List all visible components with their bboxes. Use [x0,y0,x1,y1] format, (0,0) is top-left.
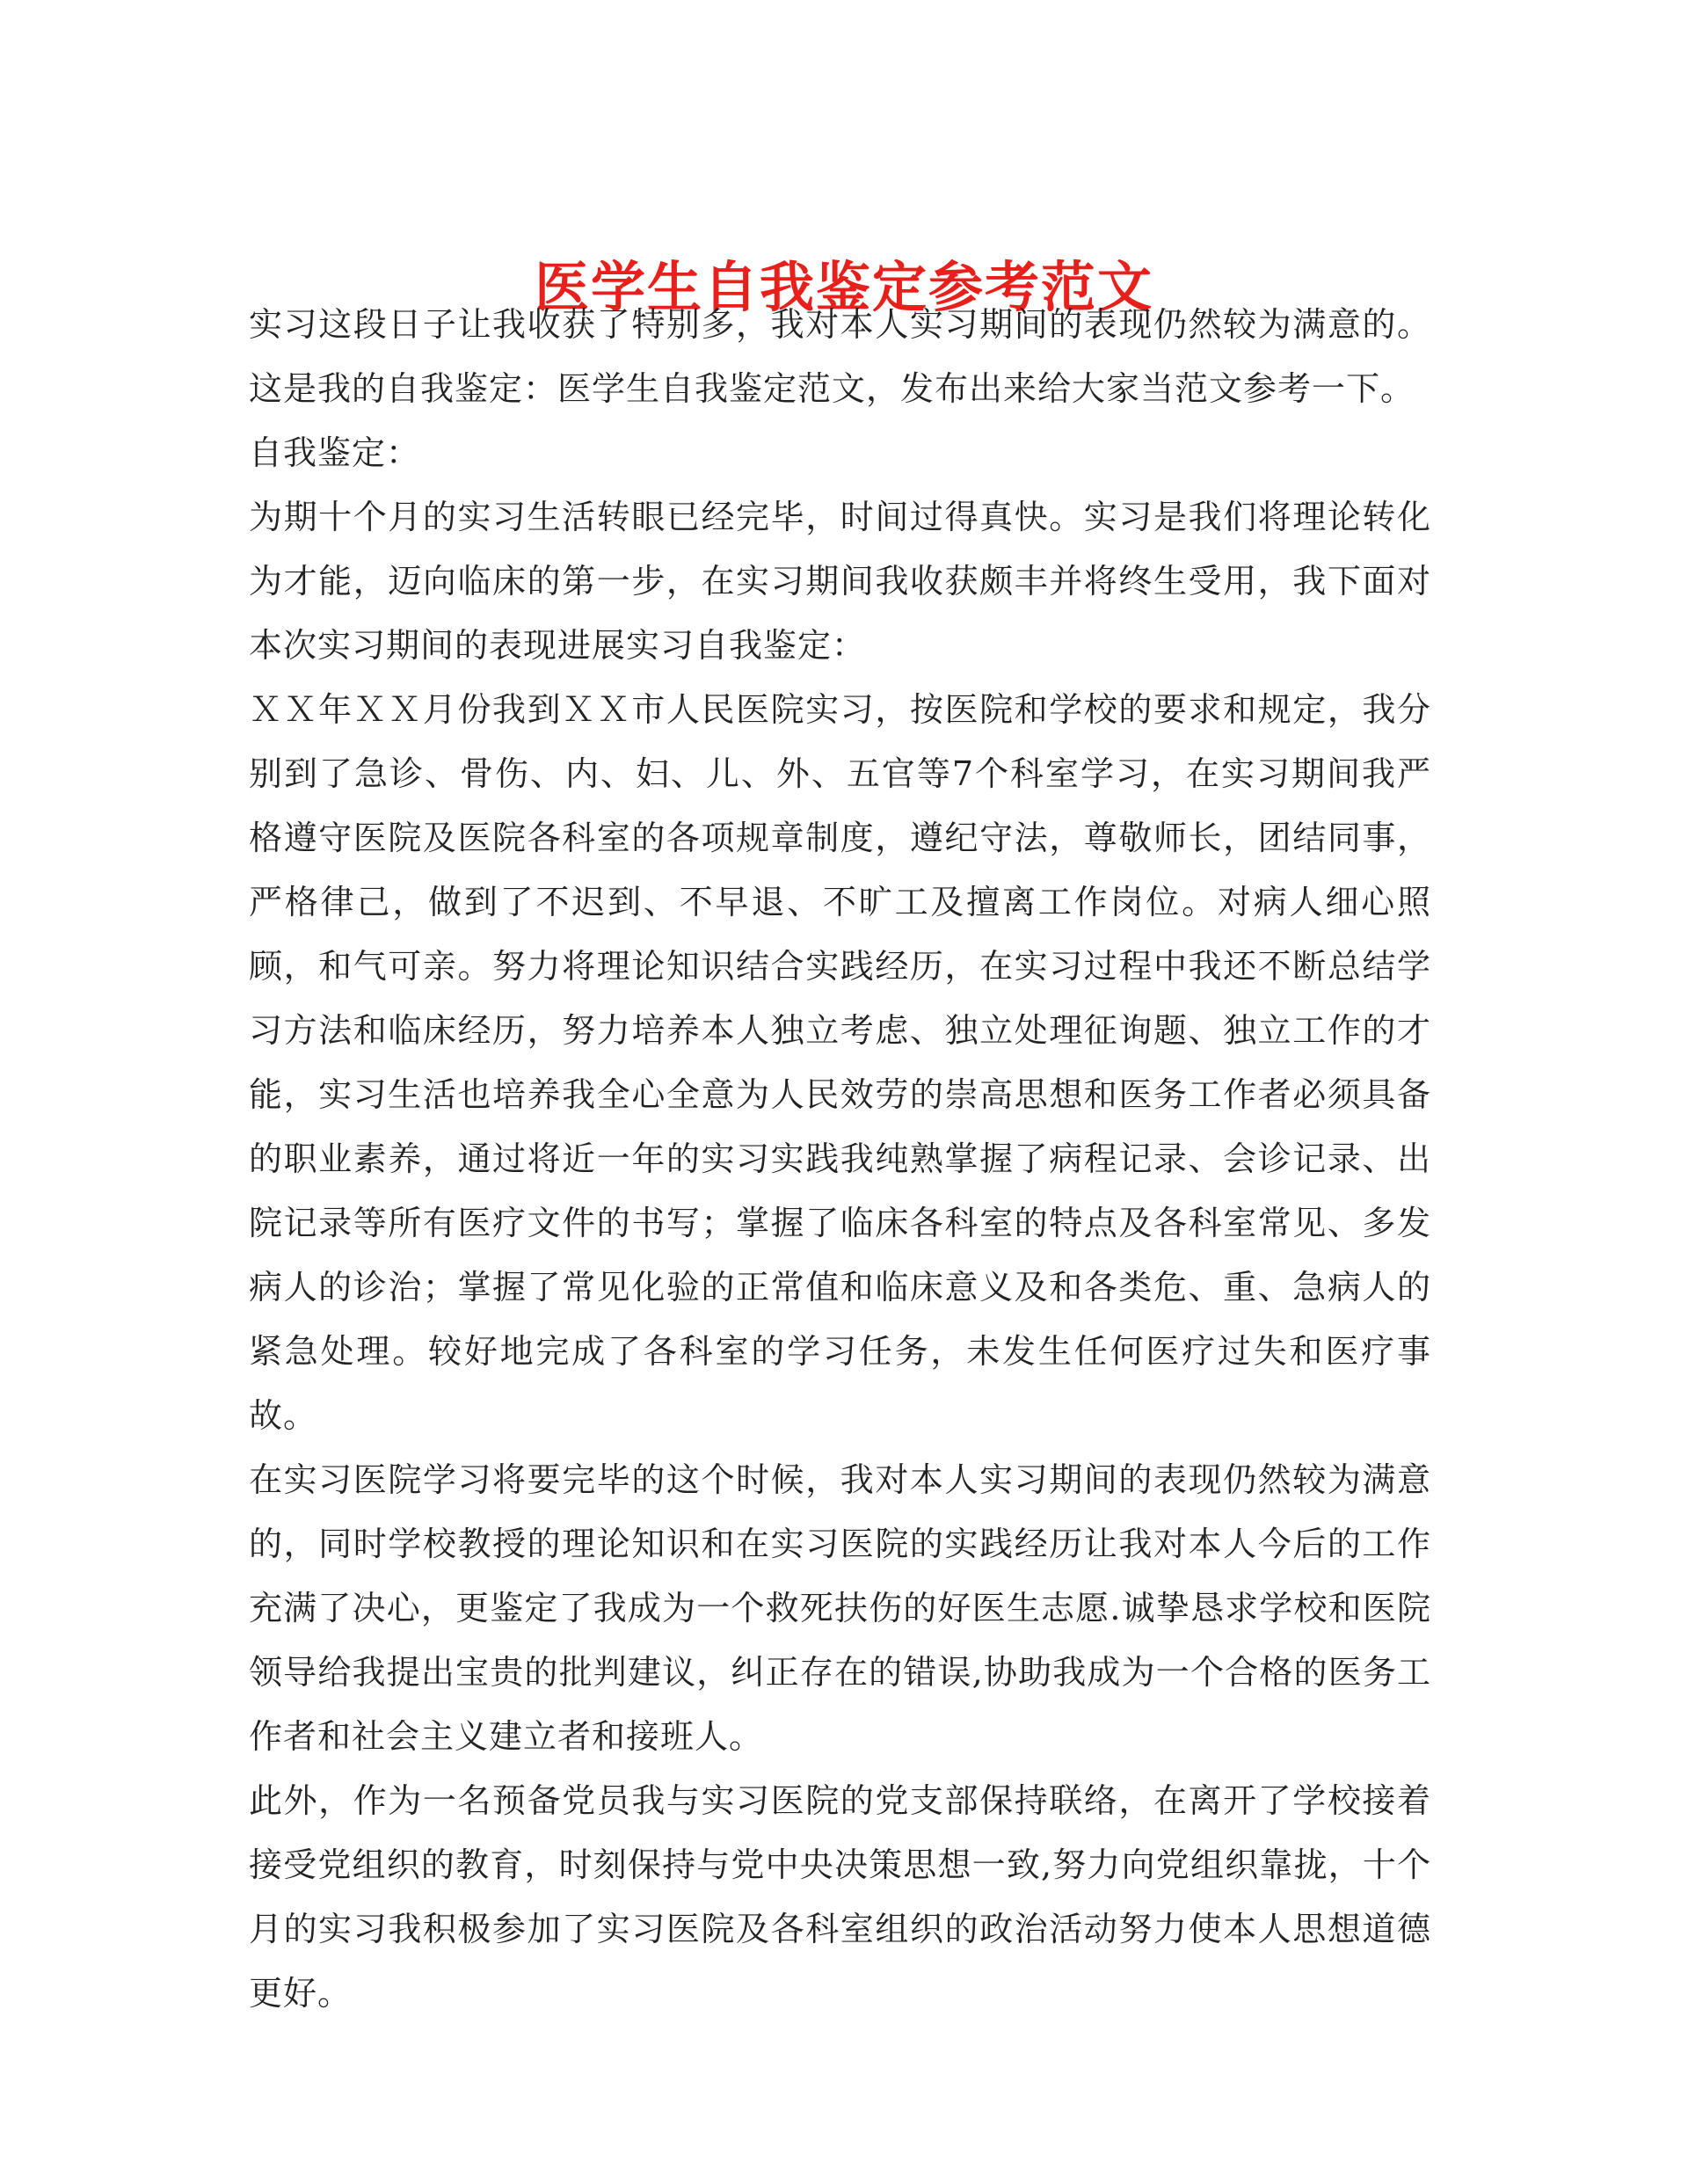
paragraph-heading: 自我鉴定： [249,433,421,472]
document-body [249,293,1431,2026]
paragraph-experience: ＸＸ年ＸＸ月份我到ＸＸ市人民医院实习，按医院和学校的要求和规定，我分别到了急诊、骨伤、内、妇、儿、外、五官等7个科室学习，在实习期间我严格遵守医院及医院各科室的各项规章制度，遵纪守法，尊敬师长，团结同事，严格律己，做到了不迟到、不早退、不旷工及擅离工作岗位。对病人细心照顾，和气可亲。努力将理论知识结合实践经历，在实习过程中我还不断总结学习方法和临床经历，努力培养本人独立考虑、独立处理征询题、独立工作的才能，实习生活也培养我全心全意为人民效劳的崇高思想和医务工作者必须具备的职业素养，通过将近一年的实习实践我纯熟掌握了病程记录、会诊记录、出院记录等所有医疗文件的书写；掌握了临床各科室的特点及各科室常见、多发病人的诊治；掌握了常见化验的正常值和临床意义及和各类危、重、急病人的紧急处理。较好地完成了各科室的学习任务，未发生任何医疗过失和医疗事故。 [249,690,1431,1435]
paragraph-reflection: 在实习医院学习将要完毕的这个时候，我对本人实习期间的表现仍然较为满意的，同时学校教授的理论知识和在实习医院的实践经历让我对本人今后的工作充满了决心，更鉴定了我成为一个救死扶伤的好医生志愿.诚挚恳求学校和医院领导给我提出宝贵的批判建议，纠正存在的错误,协助我成为一个合格的医务工作者和社会主义建立者和接班人。 [249,1460,1431,1756]
paragraph-intro: 实习这段日子让我收获了特别多，我对本人实习期间的表现仍然较为满意的。这是我的自我鉴定：医学生自我鉴定范文，发布出来给大家当范文参考一下。 [249,305,1431,408]
paragraph-opening: 为期十个月的实习生活转眼已经完毕，时间过得真快。实习是我们将理论转化为才能，迈向临床的第一步，在实习期间我收获颇丰并将终生受用，我下面对本次实习期间的表现进展实习自我鉴定： [249,498,1431,665]
document-title: 医学生自我鉴定参考范文 [534,254,1153,319]
paragraph-party: 此外，作为一名预备党员我与实习医院的党支部保持联络，在离开了学校接着接受党组织的教育，时刻保持与党中央决策思想一致,努力向党组织靠拢，十个月的实习我积极参加了实习医院及各科室组织的政治活动努力使本人思想道德更好。 [249,1781,1431,2013]
